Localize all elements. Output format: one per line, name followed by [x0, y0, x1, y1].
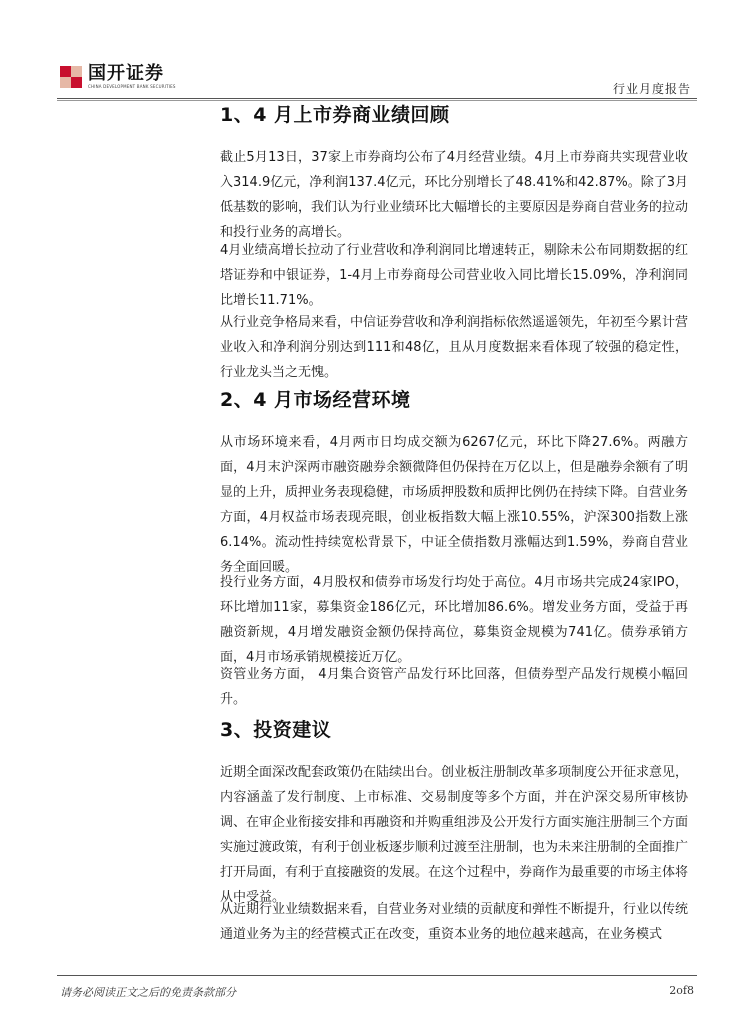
section-2-paragraph-1: 从市场环境来看，4月两市日均成交额为6267亿元，环比下降27.6%。两融方面，4月末沪深两市融资融券余额微降但仍保持在万亿以上，但是融券余额有了明显的上升，质押业务表现稳健，市场质押股数和质押比例仍在持续下降。自营业务方面，4月权益市场表现亮眼，创业板指数大幅上涨10.55%，沪深300指数上涨6.14%。流动性持续宽松背景下，中证全债指数月涨幅达到1.59%，券商自营业务全面回暖。 — [220, 435, 689, 575]
section-2-paragraph-3: 资管业务方面， 4月集合资管产品发行环比回落，但债券型产品发行规模小幅回升。 — [220, 667, 688, 707]
logo-english-name: CHINA DEVELOPMENT BANK SECURITIES — [88, 84, 176, 89]
section-2-paragraph-2: 投行业务方面，4月股权和债券市场发行均处于高位。4月市场共完成24家IPO，环比增加11家，募集资金186亿元，环比增加86.6%。增发业务方面，受益于再融资新规，4月增发融资金额仍保持高位，募集资金规模为741亿。债券承销方面，4月市场承销规模接近万亿。 — [220, 575, 688, 665]
section-3-title: 3、投资建议 — [220, 719, 332, 741]
section-1-paragraph-3: 从行业竞争格局来看，中信证券营收和净利润指标依然遥遥领先，年初至今累计营业收入和净利润分别达到111和48亿，且从月度数据来看体现了较强的稳定性，行业龙头当之无愧。 — [220, 315, 689, 380]
section-3-paragraph-2: 从近期行业业绩数据来看，自营业务对业绩的贡献度和弹性不断提升，行业以传统通道业务为主的经营模式正在改变，重资本业务的地位越来越高，在业务模式 — [220, 902, 689, 942]
footer-divider — [57, 975, 697, 976]
report-type: 行业月度报告 — [612, 82, 691, 96]
section-1-paragraph-1: 截止5月13日，37家上市券商均公布了4月经营业绩。4月上市券商共实现营业收入314.9亿元，净利润137.4亿元，环比分别增长了48.41%和42.87%。除了3月低基数的影响，我们认为行业业绩环比大幅增长的主要原因是券商自营业务的拉动和投行业务的高增长。 — [220, 150, 689, 240]
section-3-paragraph-1: 近期全面深改配套政策仍在陆续出台。创业板注册制改革多项制度公开征求意见，内容涵盖了发行制度、上市标准、交易制度等多个方面，并在沪深交易所审核协调、在审企业衔接安排和再融资和并购重组涉及公开发行方面实施注册制三个方面实施过渡政策，有利于创业板逐步顺利过渡至注册制，也为未来注册制的全面推广打开局面，有利于直接融资的发展。在这个过程中，券商作为最重要的市场主体将从中受益。 — [220, 765, 689, 905]
section-2-title: 2、4 月市场经营环境 — [220, 389, 411, 411]
section-1-paragraph-2: 4月业绩高增长拉动了行业营收和净利润同比增速转正，剔除未公布同期数据的红塔证券和中银证券，1-4月上市券商母公司营业收入同比增长15.09%，净利润同比增长11.71%。 — [220, 243, 688, 308]
section-1-title: 1、4 月上市券商业绩回顾 — [220, 104, 450, 126]
header-divider — [57, 98, 697, 99]
logo-mark-icon — [60, 66, 82, 88]
footer-disclaimer: 请务必阅读正文之后的免责条款部分 — [60, 986, 236, 999]
logo — [60, 64, 176, 90]
logo-name: 国开证券 — [88, 63, 164, 84]
page-number: 2of8 — [669, 984, 694, 997]
